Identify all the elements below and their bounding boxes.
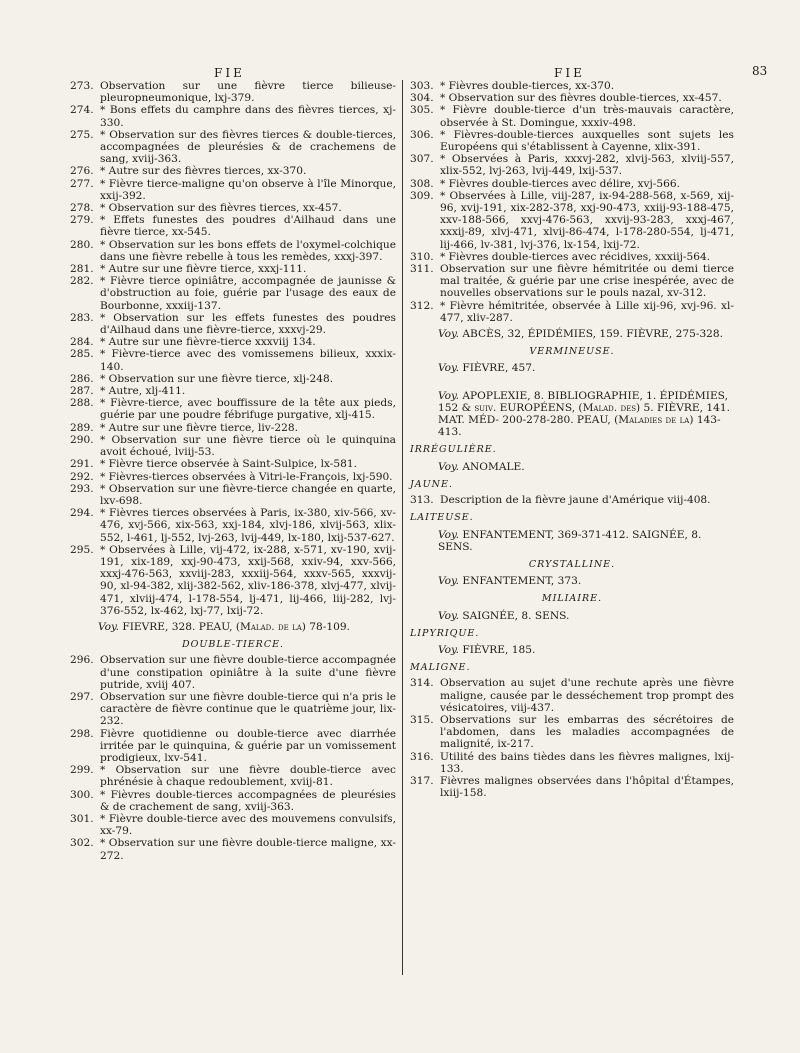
entry-text: * Observées à Paris, xxxvj-282, xlvij-563, xlviij-557, xlix-552, lvj-263, lvij-449, lxij-537. — [440, 153, 734, 178]
index-entry — [410, 300, 734, 324]
index-entry — [70, 202, 396, 214]
index-entry — [410, 153, 734, 177]
index-entry — [70, 728, 396, 765]
entry-number: 277. — [70, 177, 94, 190]
index-entry — [410, 80, 734, 92]
entry-text: Observation sur une fièvre hémitritée ou demi tierce mal traitée, & guérie par une crise inespérée, avec de nouvelles observations sur le pouls nazal, xv-312. — [440, 263, 734, 300]
entry-number: 284. — [70, 336, 94, 349]
index-entry — [70, 837, 396, 861]
index-entry — [70, 239, 396, 263]
entry-number: 299. — [70, 764, 94, 777]
page-number: 83 — [752, 64, 768, 78]
entry-number: 306. — [410, 128, 434, 141]
index-entry — [70, 214, 396, 238]
index-entry — [70, 104, 396, 128]
section-subheading: MALIGNE. — [410, 662, 471, 674]
entry-number: 301. — [70, 812, 94, 825]
index-entry — [410, 775, 734, 799]
entry-text: * Effets funestes des poudres d'Ailhaud dans une fièvre tierce, xx-545. — [100, 214, 396, 239]
index-entry — [70, 789, 396, 813]
index-entry — [70, 312, 396, 336]
index-entry — [70, 507, 396, 544]
entry-text: Observations sur les embarras des sécrétoires de l'abdomen, dans les maladies accompagnées de malignité, ix-217. — [440, 713, 734, 751]
index-entry — [70, 178, 396, 202]
entry-text: * Fièvres double-tierces avec délire, xvj-566. — [440, 177, 680, 190]
entry-number: 286. — [70, 372, 94, 385]
entry-number: 317. — [410, 774, 434, 787]
index-entry — [70, 263, 396, 275]
entry-text: * Observation sur une fièvre-tierce changée en quarte, lxv-698. — [100, 482, 396, 507]
index-entry — [410, 190, 734, 251]
index-entry: 313. Description de la fièvre jaune d'Amérique viij-408. — [410, 494, 711, 507]
index-entry — [410, 751, 734, 775]
entry-number: 307. — [410, 153, 434, 166]
entry-number: 276. — [70, 165, 94, 178]
entry-number: 285. — [70, 348, 94, 361]
entry-number: 290. — [70, 433, 94, 446]
index-entry — [70, 422, 396, 434]
index-entry — [70, 165, 396, 177]
cross-reference: Voy. APOPLEXIE, 8. BIBLIOGRAPHIE, 1. ÉPIDÉMIES, 152 & suiv. EUROPÉENS, (Malad. des) 5. FIÈVRE, 141. MAT. MÉD- 200-278-280. PEAU, (Maladies de la) 143-413. — [438, 389, 730, 439]
section-subheading: DOUBLE-TIERCE. — [181, 639, 285, 651]
cross-reference: Voy. SAIGNÉE, 8. SENS. — [438, 609, 570, 622]
left-column — [70, 80, 396, 862]
entry-number: 316. — [410, 750, 434, 763]
entry-text: * Autre sur une fièvre tierce, liv-228. — [100, 421, 298, 434]
entry-text: * Observation sur les bons effets de l'oxymel-colchique dans une fièvre rebelle à tous les remèdes, xxxj-397. — [100, 238, 396, 263]
column-divider — [402, 80, 403, 975]
entry-text: * Fièvres double-tierces accompagnées de pleurésies & de crachement de sang, xviij-363. — [100, 788, 396, 813]
entry-text: * Fièvre tierce-maligne qu'on observe à l'île Minorque, xxij-392. — [100, 177, 396, 202]
index-entry — [410, 92, 734, 104]
entry-text: * Fièvres double-tierces avec récidives, xxxiij-564. — [440, 250, 711, 263]
entry-number: 295. — [70, 543, 94, 556]
index-entry — [410, 104, 734, 128]
entry-number: 312. — [410, 299, 434, 312]
index-entry — [70, 813, 396, 837]
entry-text: * Fièvre tierce opiniâtre, accompagnée de jaunisse & d'obstruction au foie, guérie par l'usage des eaux de Bourbonne, xxxiij-137. — [100, 275, 396, 312]
entry-number: 315. — [410, 713, 434, 726]
section-subheading: MILIAIRE. — [541, 593, 603, 605]
entry-text: * Observation sur des fièvres double-tierces, xx-457. — [440, 92, 722, 105]
entry-number: 291. — [70, 458, 94, 471]
entry-number: 283. — [70, 311, 94, 324]
entry-number: 279. — [70, 214, 94, 227]
entry-number: 311. — [410, 263, 434, 276]
cross-reference: Voy. FIÈVRE, 457. — [438, 362, 536, 375]
entry-number: 300. — [70, 788, 94, 801]
index-entry — [70, 471, 396, 483]
entry-number: 288. — [70, 397, 94, 410]
index-entry — [70, 691, 396, 728]
cross-reference: Voy. ENFANTEMENT, 369-371-412. SAIGNÉE, 8. SENS. — [438, 528, 702, 553]
entry-number: 297. — [70, 690, 94, 703]
entry-number: 302. — [70, 837, 94, 850]
index-entry — [70, 348, 396, 372]
index-entry — [70, 336, 396, 348]
entry-text: Observation sur une fièvre double-tierce accompagnée d'une constipation opiniâtre à la suite d'une fièvre putride, xviij 407. — [100, 654, 396, 691]
entry-text: * Observation sur une fièvre double-tierce avec phrénésie à chaque redoublement, xviij-81. — [100, 764, 396, 789]
index-entry — [70, 373, 396, 385]
index-entry — [70, 397, 396, 421]
entry-number: 275. — [70, 128, 94, 141]
entry-text: * Fièvre-tierce, avec bouffissure de la tête aux pieds, guérie par une poudre fébrifuge purgative, xlj-415. — [100, 397, 396, 422]
index-entry — [410, 714, 734, 751]
entry-text: * Fièvres tierces observées à Paris, ix-380, xiv-566, xv-476, xvj-566, xix-563, xxj-184, xlvj-186, xlvij-563, xlix-552, l-461, lj-552, lvj-263, lvij-449, lx-180, lxij-537-627. — [100, 507, 396, 544]
entry-text: * Autre sur des fièvres tierces, xx-370. — [100, 165, 307, 178]
entry-number: 294. — [70, 507, 94, 520]
index-entry — [410, 251, 734, 263]
entry-number: 289. — [70, 421, 94, 434]
entry-number: 287. — [70, 385, 94, 398]
entry-text: * Fièvres double-tierces, xx-370. — [440, 80, 615, 92]
entry-number: 293. — [70, 482, 94, 495]
entry-number: 303. — [410, 80, 434, 92]
index-entry — [70, 544, 396, 617]
entry-text: * Fièvres-double-tierces auxquelles sont sujets les Européens qui s'établissent à Cayenne, xlix-391. — [440, 128, 734, 154]
entry-text: Observation sur une fièvre tierce bilieuse-pleuropneumonique, lxj-379. — [100, 80, 396, 105]
cross-reference: Voy. FIEVRE, 328. PEAU, (Malad. de la) 78-109. — [98, 620, 350, 633]
index-entry — [70, 764, 396, 788]
entry-text: * Observation sur des fièvres tierces, xx-457. — [100, 202, 342, 215]
entry-text: Fièvres malignes observées dans l'hôpital d'Étampes, lxiij-158. — [440, 774, 734, 800]
entry-text: Fièvre quotidienne ou double-tierce avec diarrhée irritée par le quinquina, & guérie par un vomissement prodigieux, lxv-541. — [100, 727, 396, 764]
cross-reference: Voy. ENFANTEMENT, 373. — [438, 575, 582, 588]
entry-number: 314. — [410, 677, 434, 690]
index-entry — [70, 434, 396, 458]
cross-reference: Voy. ABCÈS, 32, ÉPIDÉMIES, 159. FIÈVRE, 275-328. — [438, 328, 724, 341]
section-subheading: VERMINEUSE. — [529, 346, 615, 358]
entry-text: * Autre sur une fièvre tierce, xxxj-111. — [100, 263, 307, 276]
index-entry — [410, 263, 734, 300]
running-header-left: FIE — [214, 66, 245, 80]
entry-text: * Autre, xlj-411. — [100, 385, 186, 398]
entry-number: 278. — [70, 202, 94, 215]
section-subheading: JAUNE. — [410, 478, 453, 490]
index-entry — [70, 129, 396, 166]
entry-number: 308. — [410, 177, 434, 190]
section-subheading: IRRÉGULIÈRE. — [410, 444, 497, 456]
entry-number: 292. — [70, 470, 94, 483]
index-entry — [70, 483, 396, 507]
entry-text: * Observées à Lille, viij-287, ix-94-288-568, x-569, xij-96, xvij-191, xix-282-378, xxj-90-473, xxiij-93-188-475, xxv-188-566, xxvj-476-563, xxvij-93-283, xxxj-467, xxxij-89, xlvj-471, xlvij-86-474, l-178-280-554, lj-471, lij-466, lv-381, lvj-376, lx-154, lxij-72. — [440, 189, 734, 251]
entry-text: * Observation sur une fièvre tierce, xlj-248. — [100, 372, 334, 385]
section-subheading: CRYSTALLINE. — [528, 558, 616, 570]
entry-number: 296. — [70, 654, 94, 667]
index-entry — [70, 275, 396, 312]
entry-text: * Fièvres-tierces observées à Vitri-le-François, lxj-590. — [100, 470, 393, 483]
entry-number: 298. — [70, 727, 94, 740]
index-entry — [70, 385, 396, 397]
cross-reference: Voy. ANOMALE. — [438, 460, 525, 473]
entry-text: * Observées à Lille, vij-472, ix-288, x-571, xv-190, xvij-191, xix-189, xxj-90-473, xxij-568, xxiv-94, xxv-566, xxxj-476-563, xxviij-283, xxxiij-564, xxxv-565, xxxvij-90, xl-94-382, xlij-382-562, xliv-186-378, xlvj-477, xlvij-471, xlviij-474, l-178-554, lj-471, lij-466, liij-282, lvj-376-552, lx-462, lxj-77, lxij-72. — [100, 543, 396, 617]
index-entry — [70, 80, 396, 104]
entry-text: Observation sur une fièvre double-tierce qui n'a pris le caractère de fièvre continue que le quatrième jour, lix-232. — [100, 690, 396, 728]
entry-text: * Observation sur une fièvre double-tierce maligne, xx-272. — [100, 837, 396, 862]
entry-number: 281. — [70, 263, 94, 276]
entry-text: Utilité des bains tièdes dans les fièvres malignes, lxij-133. — [440, 750, 734, 775]
section-subheading: LAITEUSE. — [410, 512, 474, 524]
section-subheading: LIPYRIQUE. — [410, 627, 480, 639]
cross-reference: Voy. FIÈVRE, 185. — [438, 643, 536, 656]
index-entry — [410, 129, 734, 153]
right-column — [410, 80, 734, 799]
index-entry — [410, 178, 734, 190]
entry-text: * Fièvre double-tierce d'un très-mauvais caractère, observée à St. Domingue, xxxiv-498. — [440, 104, 734, 129]
entry-text: * Fièvre hémitritée, observée à Lille xij-96, xvj-96. xl-477, xliv-287. — [440, 299, 734, 324]
entry-number: 304. — [410, 92, 434, 105]
entry-number: 274. — [70, 104, 94, 117]
entry-number: 273. — [70, 80, 94, 92]
entry-text: * Observation sur une fièvre tierce où le quinquina avoit échoué, lviij-53. — [100, 433, 396, 459]
entry-number: 310. — [410, 250, 434, 263]
entry-text: * Fièvre double-tierce avec des mouvemens convulsifs, xx-79. — [100, 812, 396, 838]
running-header-right: FIE — [554, 66, 585, 80]
entry-number: 282. — [70, 275, 94, 288]
entry-text: * Observation sur des fièvres tierces & double-tierces, accompagnées de pleurésies & de crachemens de sang, xviij-363. — [100, 128, 396, 166]
entry-text: Observation au sujet d'une rechute après une fièvre maligne, causée par le desséchement trop prompt des vésicatoires, viij-437. — [440, 677, 734, 714]
entry-number: 305. — [410, 104, 434, 117]
entry-number: 280. — [70, 238, 94, 251]
entry-text: * Fièvre-tierce avec des vomissemens bilieux, xxxix-140. — [100, 348, 396, 373]
entry-text: * Observation sur les effets funestes des poudres d'Ailhaud dans une fièvre-tierce, xxxvj-29. — [100, 311, 396, 337]
entry-text: * Fièvre tierce observée à Saint-Sulpice, lx-581. — [100, 458, 357, 471]
index-entry — [70, 654, 396, 691]
entry-text: * Bons effets du camphre dans des fièvres tierces, xj-330. — [100, 104, 396, 129]
entry-text: * Autre sur une fièvre-tierce xxxviij 134. — [100, 336, 316, 349]
index-entry — [70, 458, 396, 470]
entry-number: 309. — [410, 189, 434, 202]
index-entry — [410, 677, 734, 714]
